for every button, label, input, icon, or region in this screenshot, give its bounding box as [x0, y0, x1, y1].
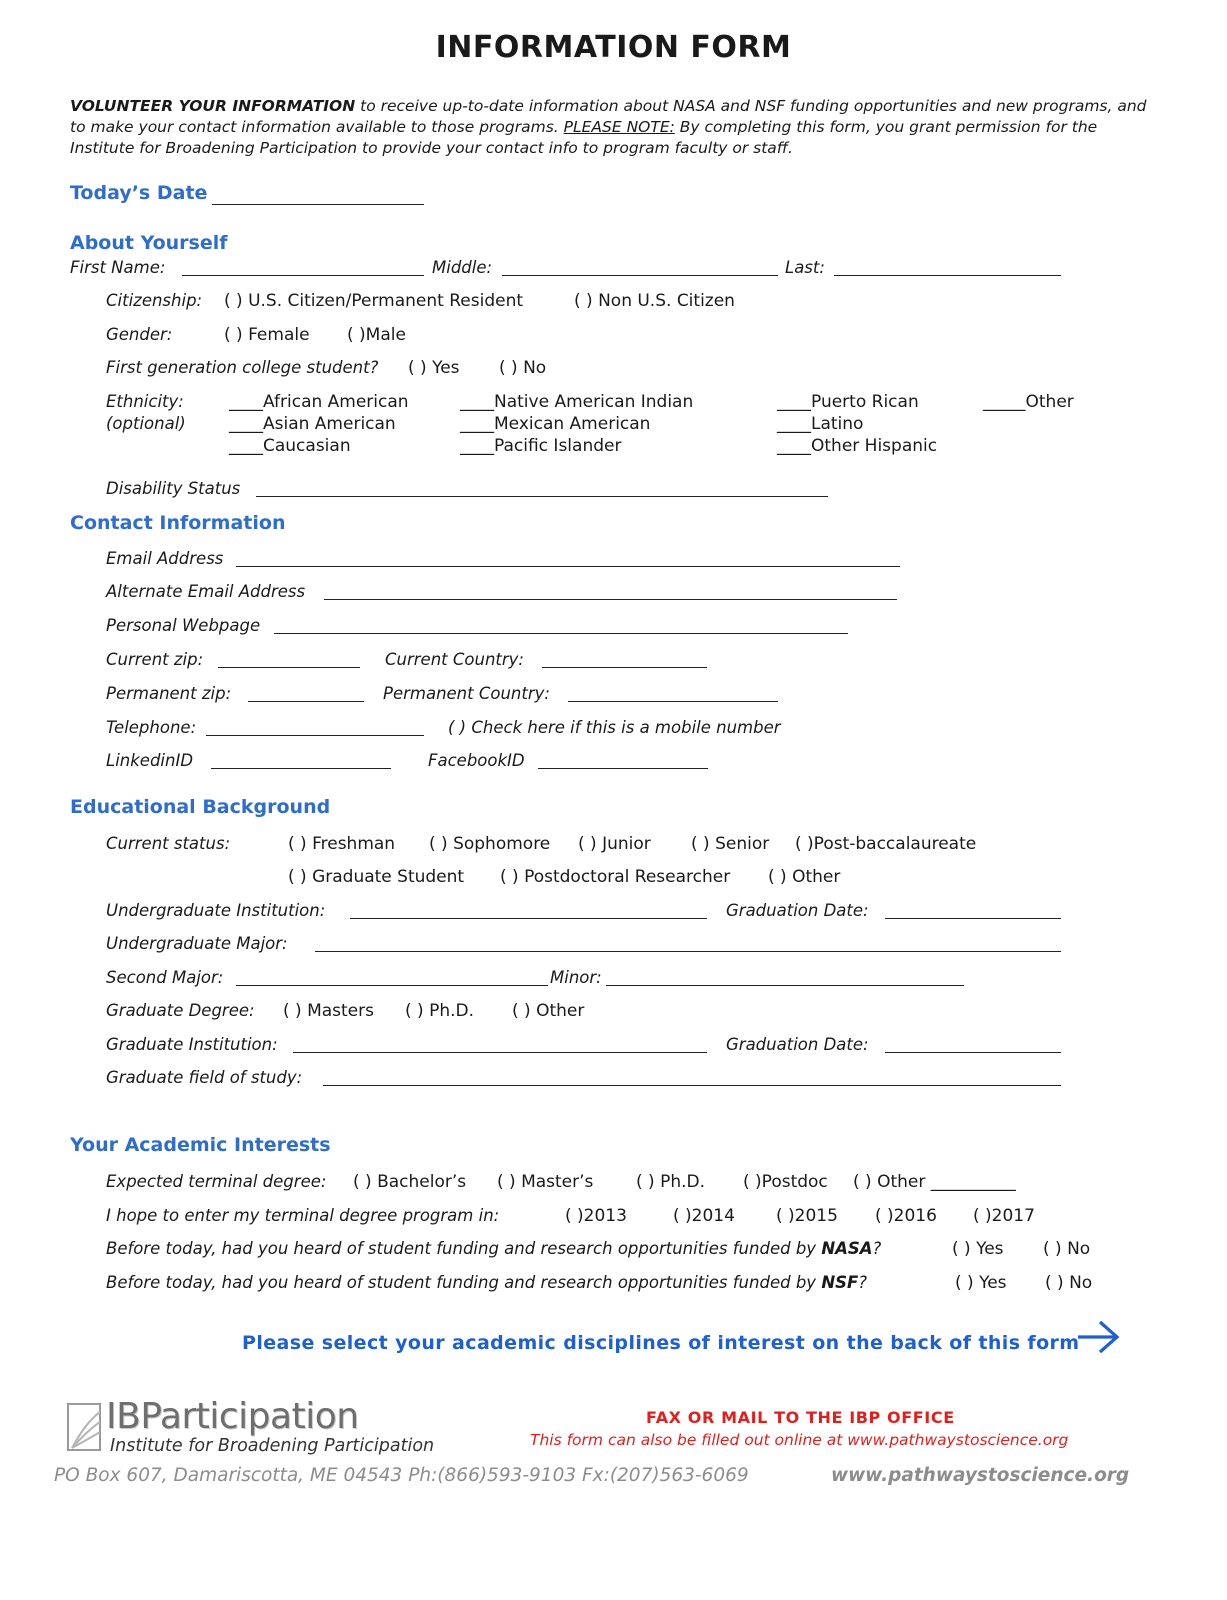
grad-degree-phd[interactable]: ( ) Ph.D.	[405, 1001, 474, 1021]
telephone-field[interactable]	[206, 735, 424, 736]
grad-degree-label: Graduate Degree:	[106, 1001, 255, 1020]
mobile-checkbox[interactable]: ( ) Check here if this is a mobile number	[448, 718, 781, 737]
terminal-other[interactable]: ( ) Other __________	[853, 1172, 1016, 1192]
webpage-field[interactable]	[274, 633, 848, 634]
nsf-question-text: Before today, had you heard of student funding and research opportunities funded by	[106, 1273, 822, 1292]
middle-name-label: Middle:	[432, 258, 493, 277]
ethnicity-african-american[interactable]: ____African American	[229, 392, 409, 412]
disability-label: Disability Status	[106, 479, 241, 498]
intro-text-1: to receive up-to-date information about NASA and NSF funding opportunities and new programs, and to make your contact information available to those programs.	[70, 97, 1147, 136]
first-gen-no-option[interactable]: ( ) No	[499, 358, 547, 378]
second-major-field[interactable]	[236, 985, 548, 986]
nasa-question	[106, 1239, 881, 1258]
middle-name-field[interactable]	[502, 275, 778, 276]
ug-graduation-date-label: Graduation Date:	[726, 901, 869, 920]
grad-institution-label: Graduate Institution:	[106, 1035, 278, 1054]
status-graduate-student[interactable]: ( ) Graduate Student	[288, 867, 465, 887]
permanent-zip-field[interactable]	[248, 701, 364, 702]
first-gen-label: First generation college student?	[106, 358, 379, 377]
terminal-phd[interactable]: ( ) Ph.D.	[636, 1172, 705, 1192]
ethnicity-other-hispanic[interactable]: ____Other Hispanic	[777, 436, 938, 456]
ethnicity-latino[interactable]: ____Latino	[777, 414, 864, 434]
year-2017[interactable]: ( )2017	[973, 1206, 1035, 1226]
education-heading: Educational Background	[70, 796, 331, 818]
todays-date-field[interactable]	[212, 204, 424, 205]
footer-address: PO Box 607, Damariscotta, ME 04543 Ph:(866)593-9103 Fx:(207)563-6069	[54, 1465, 749, 1486]
arrow-right-icon	[1076, 1318, 1122, 1356]
status-postdoc[interactable]: ( ) Postdoctoral Researcher	[500, 867, 731, 887]
disability-field[interactable]	[256, 496, 828, 497]
permanent-zip-label: Permanent zip:	[106, 684, 232, 703]
status-other[interactable]: ( ) Other	[768, 867, 841, 887]
about-heading: About Yourself	[70, 232, 228, 254]
nasa-question-text: Before today, had you heard of student funding and research opportunities funded by	[106, 1239, 822, 1258]
facebook-field[interactable]	[538, 768, 708, 769]
email-label: Email Address	[106, 549, 224, 568]
nasa-question-mark: ?	[872, 1239, 882, 1258]
ethnicity-label: Ethnicity:	[106, 392, 184, 411]
terminal-degree-label: Expected terminal degree:	[106, 1172, 327, 1191]
year-2015[interactable]: ( )2015	[776, 1206, 838, 1226]
ethnicity-puerto-rican[interactable]: ____Puerto Rican	[777, 392, 919, 412]
ug-institution-label: Undergraduate Institution:	[106, 901, 326, 920]
nsf-question	[106, 1273, 867, 1292]
nsf-label: NSF	[821, 1273, 859, 1292]
alt-email-field[interactable]	[324, 599, 897, 600]
linkedin-label: LinkedinID	[106, 751, 194, 770]
ethnicity-native-american[interactable]: ____Native American Indian	[460, 392, 694, 412]
citizenship-non-us-option[interactable]: ( ) Non U.S. Citizen	[574, 291, 735, 311]
gender-label: Gender:	[106, 325, 173, 344]
gender-female-option[interactable]: ( ) Female	[224, 325, 310, 345]
ug-major-field[interactable]	[315, 951, 1061, 952]
webpage-label: Personal Webpage	[106, 616, 261, 635]
ethnicity-caucasian[interactable]: ____Caucasian	[229, 436, 351, 456]
status-freshman[interactable]: ( ) Freshman	[288, 834, 396, 854]
first-name-label: First Name:	[70, 258, 166, 277]
intro-lead: VOLUNTEER YOUR INFORMATION	[70, 97, 356, 115]
terminal-masters[interactable]: ( ) Master’s	[497, 1172, 594, 1192]
status-senior[interactable]: ( ) Senior	[691, 834, 770, 854]
ug-major-label: Undergraduate Major:	[106, 934, 288, 953]
intro-paragraph	[70, 96, 1150, 159]
first-name-field[interactable]	[182, 275, 424, 276]
minor-label: Minor:	[550, 968, 602, 987]
nasa-label: NASA	[821, 1239, 873, 1258]
grad-graduation-date-label: Graduation Date:	[726, 1035, 869, 1054]
citizenship-label: Citizenship:	[106, 291, 203, 310]
form-title: INFORMATION FORM	[435, 30, 792, 65]
second-major-label: Second Major:	[106, 968, 224, 987]
logo-sub-text: Institute for Broadening Participation	[110, 1436, 435, 1456]
grad-degree-masters[interactable]: ( ) Masters	[283, 1001, 374, 1021]
ug-institution-field[interactable]	[350, 918, 707, 919]
intro-note: PLEASE NOTE:	[563, 118, 675, 136]
nasa-yes-option[interactable]: ( ) Yes	[952, 1239, 1004, 1259]
permanent-country-field[interactable]	[568, 701, 778, 702]
ug-graduation-date-field[interactable]	[885, 918, 1061, 919]
online-note: This form can also be filled out online at www.pathwaystoscience.org	[530, 1431, 1069, 1449]
nsf-question-mark: ?	[858, 1273, 868, 1292]
alt-email-label: Alternate Email Address	[106, 582, 306, 601]
ethnicity-other[interactable]: _____Other	[983, 392, 1074, 412]
telephone-label: Telephone:	[106, 718, 197, 737]
grad-graduation-date-field[interactable]	[885, 1052, 1061, 1053]
ethnicity-pacific-islander[interactable]: ____Pacific Islander	[460, 436, 622, 456]
grad-degree-other[interactable]: ( ) Other	[512, 1001, 585, 1021]
back-of-form-note: Please select your academic disciplines of interest on the back of this form	[242, 1332, 1080, 1354]
current-zip-label: Current zip:	[106, 650, 204, 669]
year-2013[interactable]: ( )2013	[565, 1206, 627, 1226]
status-sophomore[interactable]: ( ) Sophomore	[429, 834, 551, 854]
last-name-field[interactable]	[834, 275, 1061, 276]
citizenship-us-option[interactable]: ( ) U.S. Citizen/Permanent Resident	[224, 291, 524, 311]
ethnicity-mexican-american[interactable]: ____Mexican American	[460, 414, 651, 434]
fax-mail-heading: FAX OR MAIL TO THE IBP OFFICE	[646, 1408, 955, 1427]
intro-text-2: By completing this form, you grant permission for the Institute for Broadening Participation to provide your contact info to program faculty or staff.	[70, 118, 1098, 157]
current-status-label: Current status:	[106, 834, 231, 853]
contact-heading: Contact Information	[70, 512, 286, 534]
gender-male-option[interactable]: ( )Male	[347, 325, 406, 345]
terminal-postdoc[interactable]: ( )Postdoc	[743, 1172, 828, 1192]
nsf-no-option[interactable]: ( ) No	[1045, 1273, 1093, 1293]
nsf-yes-option[interactable]: ( ) Yes	[955, 1273, 1007, 1293]
current-country-label: Current Country:	[385, 650, 524, 669]
terminal-bachelors[interactable]: ( ) Bachelor’s	[353, 1172, 467, 1192]
hope-enter-label: I hope to enter my terminal degree program in:	[106, 1206, 500, 1225]
grad-field-label: Graduate field of study:	[106, 1068, 303, 1087]
linkedin-field[interactable]	[211, 768, 391, 769]
logo-main-text: IBParticipation	[106, 1396, 359, 1437]
interests-heading: Your Academic Interests	[70, 1134, 331, 1156]
first-gen-yes-option[interactable]: ( ) Yes	[408, 358, 460, 378]
current-zip-field[interactable]	[218, 667, 360, 668]
status-junior[interactable]: ( ) Junior	[578, 834, 651, 854]
grad-institution-field[interactable]	[293, 1052, 707, 1053]
ethnicity-asian-american[interactable]: ____Asian American	[229, 414, 396, 434]
status-post-bacc[interactable]: ( )Post-baccalaureate	[795, 834, 977, 854]
facebook-label: FacebookID	[428, 751, 525, 770]
email-field[interactable]	[236, 566, 900, 567]
minor-field[interactable]	[606, 985, 964, 986]
last-name-label: Last:	[785, 258, 825, 277]
permanent-country-label: Permanent Country:	[383, 684, 550, 703]
year-2014[interactable]: ( )2014	[673, 1206, 735, 1226]
ethnicity-optional-label: (optional)	[106, 414, 186, 433]
footer-website[interactable]: www.pathwaystoscience.org	[831, 1465, 1130, 1486]
year-2016[interactable]: ( )2016	[875, 1206, 937, 1226]
todays-date-label: Today’s Date	[70, 182, 208, 204]
grad-field-field[interactable]	[323, 1085, 1061, 1086]
current-country-field[interactable]	[542, 667, 707, 668]
nasa-no-option[interactable]: ( ) No	[1043, 1239, 1091, 1259]
ibp-logo-icon	[66, 1402, 106, 1454]
